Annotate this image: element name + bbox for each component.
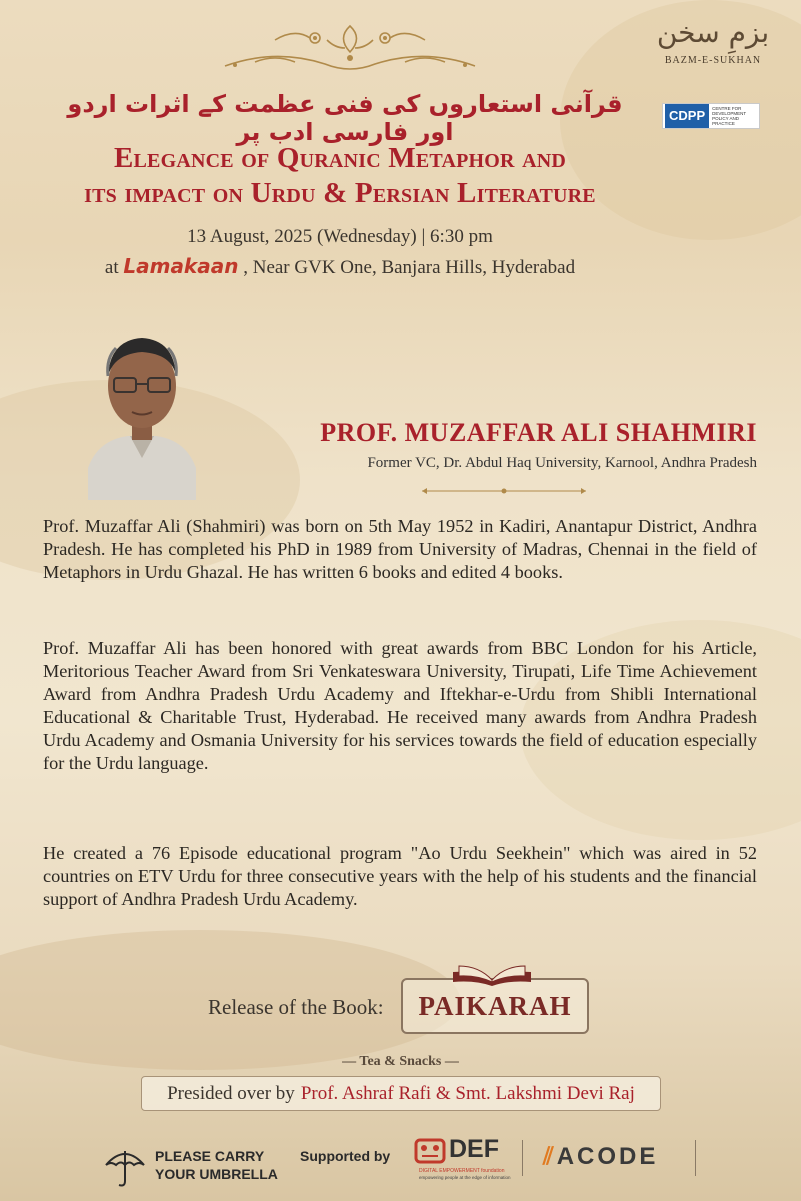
cdpp-mark: CDPP	[665, 104, 709, 128]
event-venue	[0, 254, 680, 279]
speaker-portrait	[88, 318, 196, 500]
book-title-box	[401, 978, 589, 1034]
umbrella-icon	[104, 1145, 146, 1189]
cdpp-full-name: CENTRE FOR DEVELOPMENT POLICY AND PRACTICE	[712, 106, 747, 126]
speaker-name: PROF. MUZAFFAR ALI SHAHMIRI	[320, 418, 757, 447]
bio-paragraph-3: He created a 76 Episode educational program "Ao Urdu Seekhein" which was aired in 52 countries on ETV Urdu for three consecutive years with the help of his students and the financial support of Andhra Pradesh Urdu Academy.	[43, 843, 757, 909]
def-full-name: DIGITAL EMPOWERMENT foundation	[419, 1168, 505, 1174]
urdu-title: قرآنی استعاروں کی فنی عظمت کے اثرات اردو اور فارسی ادب پر	[67, 90, 623, 146]
acode-logo-text: ACODE	[556, 1143, 659, 1170]
bio-paragraph-1: Prof. Muzaffar Ali (Shahmiri) was born on 5th May 1952 in Kadiri, Anantapur District, Andhra Pradesh. He has completed his PhD in 1989 from University of Madras, Chennai in the field of Metaphors in Urdu Ghazal. He has written 6 books and edited 4 books.	[43, 516, 757, 582]
ornament-flourish-icon	[215, 18, 485, 78]
cdpp-logo	[662, 103, 760, 129]
ornamental-divider-icon	[418, 486, 590, 496]
bazm-e-sukhan-logo	[648, 18, 778, 66]
umbrella-line-1: PLEASE CARRY	[155, 1148, 265, 1164]
event-date-time: 13 August, 2025 (Wednesday) | 6:30 pm	[187, 226, 493, 247]
bio-paragraph-2: Prof. Muzaffar Ali has been honored with great awards from BBC London for his Article, Meritorious Teacher Award from Sri Venkateswara University, Tirupati, Life Time Achievement Award from Andhra Pradesh Urdu Academy and Iftekhar-e-Urdu from Shibli International Educational & Charitable Trust, Hyderabad. He received many awards from Andhra Pradesh Urdu Academy and Osmania University for his services towards the field of education especially for the Urdu language.	[43, 638, 757, 773]
presided-label: Presided over by	[167, 1082, 295, 1104]
venue-prefix: at	[104, 257, 119, 278]
tea-snacks-note: — Tea & Snacks —	[342, 1054, 459, 1069]
def-logo-text: DEF	[449, 1135, 499, 1163]
book-title: PAIKARAH	[418, 990, 572, 1021]
umbrella-reminder	[155, 1147, 278, 1183]
umbrella-line-2: YOUR UMBRELLA	[155, 1166, 278, 1182]
presided-names: Prof. Ashraf Rafi & Smt. Lakshmi Devi Raj	[300, 1082, 635, 1104]
venue-name: Lamakaan	[123, 254, 239, 278]
speaker-role: Former VC, Dr. Abdul Haq University, Karnool, Andhra Pradesh	[367, 455, 757, 471]
bazm-latin-mark: BAZM-E-SUKHAN	[664, 54, 762, 66]
acode-logo	[543, 1143, 658, 1171]
supported-by-label: Supported by	[300, 1148, 391, 1164]
def-tagline: empowering people at the edge of information	[419, 1175, 511, 1180]
footer-separator	[695, 1140, 696, 1176]
english-title-line-2: its impact on Urdu & Persian Literature	[84, 177, 596, 209]
presided-over-box	[141, 1076, 661, 1111]
acode-slash-mark-icon: ⫽	[543, 1143, 557, 1170]
book-release-label: Release of the Book:	[208, 995, 384, 1019]
bazm-urdu-mark: بزمِ سخن	[656, 16, 770, 49]
venue-address: , Near GVK One, Banjara Hills, Hyderabad	[243, 257, 576, 278]
footer-separator	[522, 1140, 523, 1176]
open-book-icon	[447, 960, 537, 986]
english-title-line-1: Elegance of Quranic Metaphor and	[113, 142, 567, 174]
